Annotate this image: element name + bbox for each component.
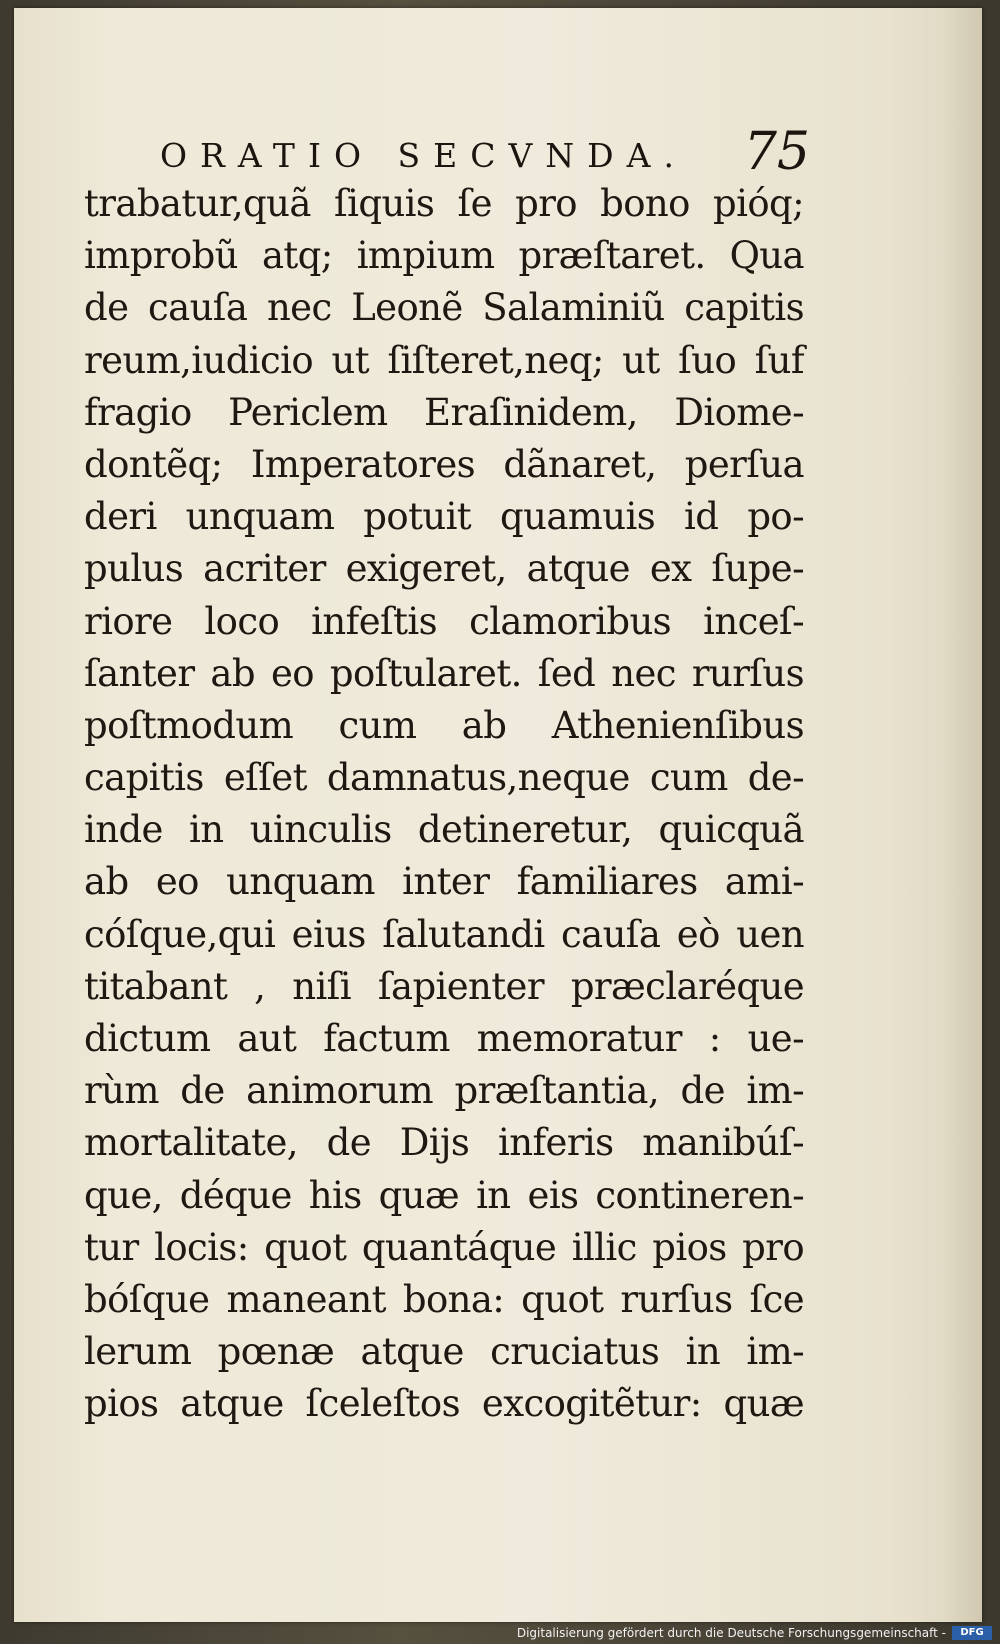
text-line: mortalitate, de Dijs inferis manibúſ- <box>84 1121 804 1165</box>
text-line: improbũ atq; impium præſtaret. Qua <box>84 234 804 278</box>
text-line: dictum aut factum memoratur : ue- <box>84 1017 804 1060</box>
text-line: ab eo unquam inter familiares ami- <box>84 860 804 904</box>
book-page <box>14 8 982 1622</box>
text-line: deri unquam potuit quamuis id po- <box>84 495 804 539</box>
text-line: inde in uinculis detineretur, quicquã <box>84 808 804 852</box>
dfg-logo: DFG <box>952 1626 992 1640</box>
text-line: ſanter ab eo poſtularet. ſed nec rurſus <box>84 651 804 695</box>
text-line: bóſque maneant bona: quot rurſus ſce <box>84 1277 804 1321</box>
text-line: capitis eſſet damnatus,neque cum de- <box>84 756 804 800</box>
text-line: reum,iudicio ut ſiſteret,neq; ut ſuo ſuf <box>84 338 804 382</box>
text-line: riore loco infeſtis clamoribus inceſ- <box>84 599 804 643</box>
running-title: ORATIO SECVNDA. <box>160 136 687 175</box>
text-line: rùm de animorum præſtantia, de im- <box>84 1069 804 1113</box>
text-line: cóſque,qui eius ſalutandi cauſa eò uen <box>84 912 804 956</box>
text-line: que, déque his quæ in eis contineren- <box>84 1173 804 1217</box>
page-number: 75 <box>743 122 810 182</box>
text-line: poſtmodum cum ab Athenienſibus <box>84 703 804 747</box>
text-line: trabatur,quã ſiquis ſe pro bono pióq; <box>84 182 804 225</box>
text-line: lerum pœnæ atque cruciatus in im- <box>84 1330 804 1374</box>
text-line: titabant , niſi ſapienter præclaréque <box>84 964 804 1008</box>
text-line: pulus acriter exigeret, atque ex ſupe- <box>84 547 804 591</box>
text-line: tur locis: quot quantáque illic pios pro <box>84 1225 804 1269</box>
text-line: de cauſa nec Leonẽ Salaminiũ capitis <box>84 286 804 330</box>
text-line: dontẽq; Imperatores dãnaret, perſua <box>84 442 804 486</box>
digitization-credit: Digitalisierung gefördert durch die Deutsche Forschungsgemeinschaft - <box>516 1626 946 1640</box>
body-text <box>84 178 804 1431</box>
text-line: pios atque ſceleſtos excogitẽtur: quæ <box>84 1382 804 1426</box>
text-line: fragio Periclem Eraſinidem, Diome- <box>84 390 804 434</box>
running-head <box>160 122 810 182</box>
